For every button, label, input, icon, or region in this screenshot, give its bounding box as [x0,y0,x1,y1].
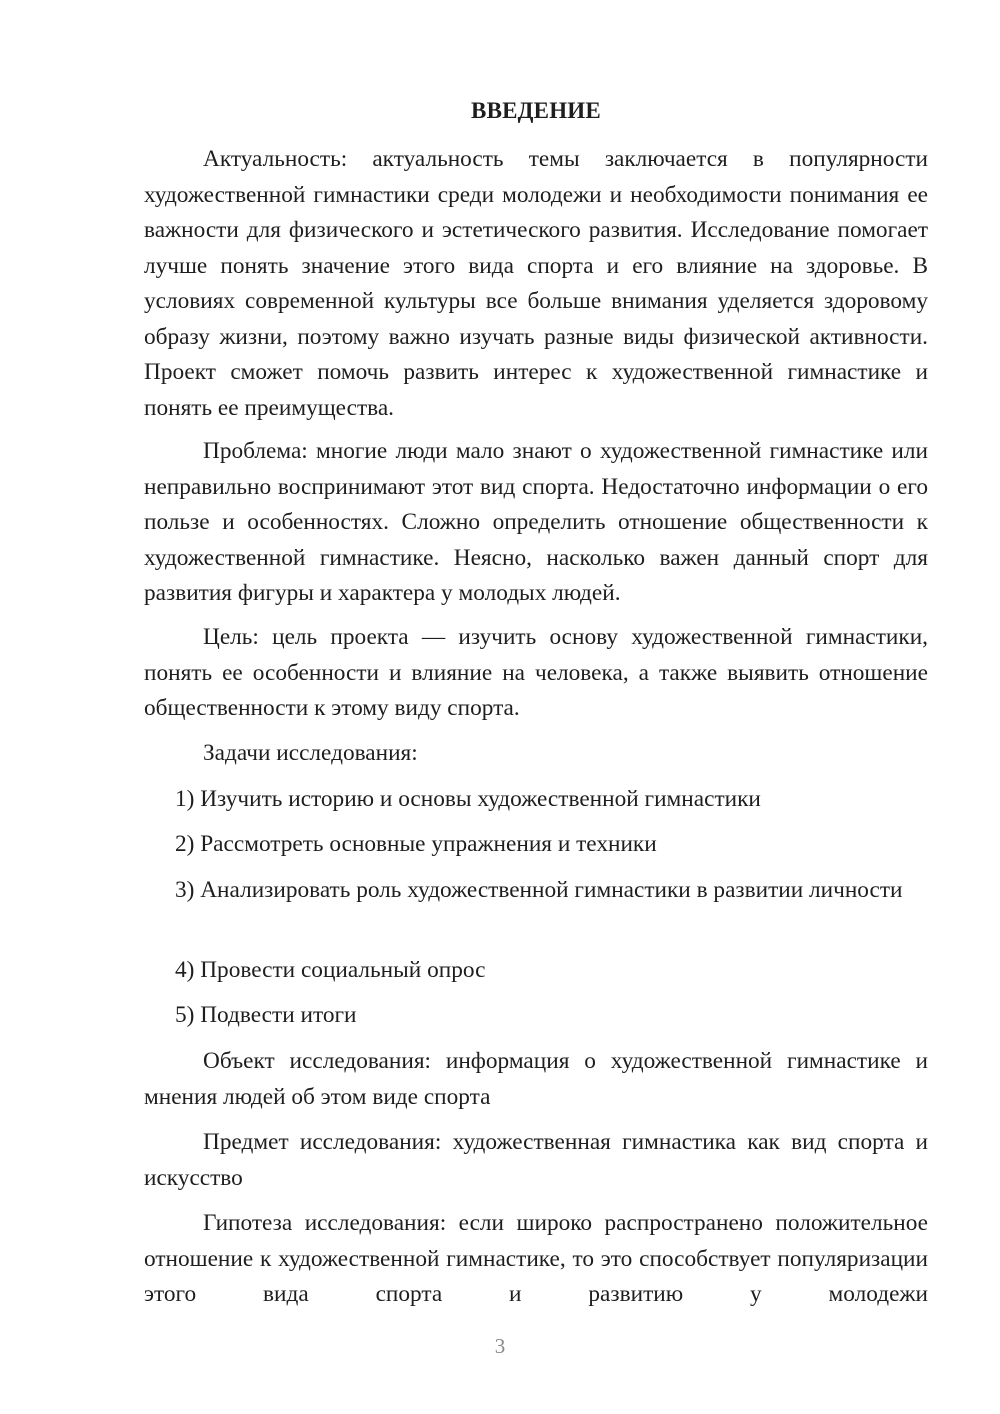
paragraph-problem: Проблема: многие люди мало знают о художественной гимнастике или неправильно воспринимают этот вид спорта. Недостаточно информации о его пользе и особенностях. Сложно определить отношение общественности к художественной гимнастике. Неясно, насколько важен данный спорт для развития фигуры и характера у молодых людей. [144,438,928,606]
paragraph-subject: Предмет исследования: художественная гимнастика как вид спорта и искусство [144,1129,928,1191]
task-item-5: 5) Подвести итоги [175,1002,357,1028]
paragraph-relevance: Актуальность: актуальность темы заключается в популярности художественной гимнастики среди молодежи и необходимости понимания ее важности для физического и эстетического развития. Исследование помогает лучше понять значение этого вида спорта и его влияние на здоровье. В условиях современной культуры все больше внимания уделяется здоровому образу жизни, поэтому важно изучать разные виды физической активности. Проект сможет помочь развить интерес к художественной гимнастике и понять ее преимущества. [144,146,928,421]
paragraph-hypothesis: Гипотеза исследования: если широко распространено положительное отношение к художественной гимнастике, то это способствует популяризации этого вида спорта и развитию у молодежи [144,1210,928,1307]
task-item-3: 3) Анализировать роль художественной гимнастики в развитии личности [175,877,903,903]
task-item-4: 4) Провести социальный опрос [175,957,486,983]
tasks-heading: Задачи исследования: [203,740,418,766]
paragraph-goal: Цель: цель проекта — изучить основу художественной гимнастики, понять ее особенности и влияние на человека, а также выявить отношение общественности к этому виду спорта. [144,624,928,721]
section-title: ВВЕДЕНИЕ [471,98,601,123]
task-item-1: 1) Изучить историю и основы художественной гимнастики [175,786,761,812]
page-number: 3 [494,1334,506,1358]
task-item-2: 2) Рассмотреть основные упражнения и техники [175,831,657,857]
paragraph-object: Объект исследования: информация о художественной гимнастике и мнения людей об этом виде спорта [144,1048,928,1110]
